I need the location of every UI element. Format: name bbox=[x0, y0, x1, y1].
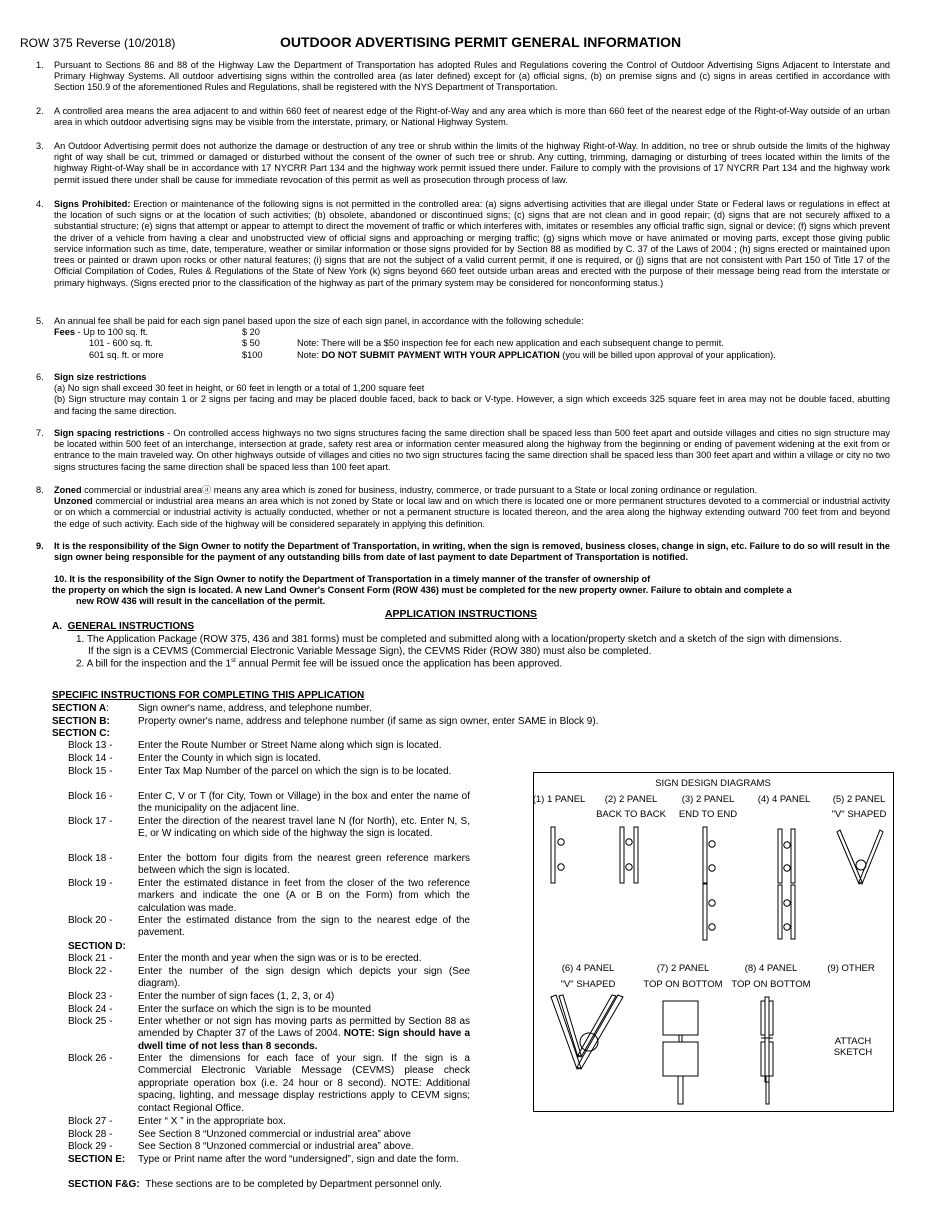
specific-instructions-title: SPECIFIC INSTRUCTIONS FOR COMPLETING THIS APPLICATION bbox=[52, 690, 365, 701]
attach-sketch-line2: SKETCH bbox=[833, 1047, 873, 1058]
block-text: Enter the estimated distance in feet from the closer of the two reference markers and indicate the one (A or B on the Form) from which the calculation was made. bbox=[138, 878, 470, 914]
block-label: Block 27 - bbox=[68, 1116, 113, 1127]
diagram-3-label: (3) 2 PANEL bbox=[681, 794, 735, 805]
block-text: Enter the number of the sign design which depicts your sign (See diagram). bbox=[138, 966, 470, 990]
application-instructions-title: APPLICATION INSTRUCTIONS bbox=[384, 608, 538, 620]
general-instruction-1: 1. The Application Package (ROW 375, 436 and 381 forms) must be completed and submitted along with a location/property sketch and a sketch of the sign with dimensions. If the sign is a CEVMS (Commercial Electronic Variable Message Sign), the CEVMS Rider (ROW 380) must also be completed. 2. A bill for the inspection and the 1st annual Permit fee will be issued once the application has been approved. bbox=[76, 634, 842, 670]
form-code: ROW 375 Reverse (10/2018) bbox=[20, 36, 176, 50]
block-text: Enter the Route Number or Street Name along which sign is located. bbox=[138, 740, 442, 751]
block-label: Block 17 - bbox=[68, 816, 113, 827]
fee-schedule: Fees - Up to 100 sq. ft. $ 20 101 - 600 sq. ft. $ 50 Note: There will be a $50 inspection fee for each new application and each subsequent change to permit. 601 sq. ft. or more $100 Note: DO NOT SUBMIT PAYMENT WITH YOUR APPLICATION (you will be billed upon approval of your application). bbox=[54, 327, 776, 360]
block-row bbox=[68, 878, 470, 915]
block-label: Block 23 - bbox=[68, 991, 113, 1002]
diagram-6-sublabel: "V" SHAPED bbox=[560, 979, 616, 990]
block-row bbox=[68, 753, 470, 765]
block-note: NOTE: Sign should have a dwell time of not less than 8 seconds. bbox=[138, 1028, 470, 1052]
item-4: 4. Signs Prohibited: Erection or maintenance of the following signs is not permitted in the controlled area: (a) signs advertising activities that are illegal under State or Federal laws or regulations in effect at the location of such signs or at the location of such activities; (b) obsolete, abandoned or discontinued signs; (c) signs that are not clean and in good repair; (d) signs that are not securely affixed to a substantial structure; (e) signs that attempt or appear to attempt to direct the movement of traffic or which interferes with, imitates or resembles any official traffic sign, signal or device; (f) signs which prevent the driver of a vehicle from having a clear and unobstructed view of official signs and approaching or merging traffic; (g) signs which move or have animated or moving parts, except those giving public service information such as time, date, temperature, weather or similar information or those signs provided for by Section 88 as modified by C. 37 of the Laws of 2004 ; (h) signs erected or maintained upon trees or painted or drawn upon rocks or other natural features; (i) signs that are not the subject of a valid current permit, if one is required, or (j) signs that are not consistent with Part 150 of Title 17 of the Official Compilation of Codes, Rules & Regulations of the State of New York (k) signs beyond 660 feet outside urban areas and erected with the purpose of their message being read from the interstate or primary highways. (Signs erected prior to the classification of the highway as part of the primary system may be considered for nonconforming status.) bbox=[36, 199, 890, 288]
block-text: Enter “ X ” in the appropriate box. bbox=[138, 1116, 286, 1127]
page-title: OUTDOOR ADVERTISING PERMIT GENERAL INFORMATION bbox=[280, 34, 682, 50]
block-row bbox=[68, 791, 470, 816]
block-label: Block 16 - bbox=[68, 791, 113, 802]
block-row bbox=[68, 1053, 470, 1115]
item-1: 1. Pursuant to Sections 86 and 88 of the Highway Law the Department of Transportation has adopted Rules and Regulations covering the Control of Outdoor Advertising Signs Adjacent to Interstate and Primary Highway Systems. All outdoor advertising signs within the controlled area (as later defined) except for (a) official signs, (b) on premise signs and (c) signs in areas certified in accordance with Section 150.9 of the aforementioned Rules and Regulations, shall be registered with the NYS Department of Transportation. bbox=[36, 60, 890, 93]
item-2: 2. A controlled area means the area adjacent to and within 660 feet of nearest edge of the Right-of-Way and any area which is more than 660 feet of the nearest edge of the Right-of-Way outside of an urban area in which outdoor advertising signs may be visible from the interstate, primary, or National Highway System. bbox=[36, 106, 890, 128]
block-label: Block 22 - bbox=[68, 966, 113, 977]
block-label: Block 19 - bbox=[68, 878, 113, 889]
block-row bbox=[68, 1129, 470, 1141]
diagram-8-sublabel: TOP ON BOTTOM bbox=[731, 979, 811, 990]
block-row bbox=[68, 915, 470, 940]
item-7: 7. Sign spacing restrictions - On controlled access highways no two signs structures facing the same direction shall be spaced less than 500 feet apart and outside villages and cities no sign structure may be located within 500 feet of an interchange, intersection at grade, safety rest area or information center measured along the highway from the beginning or ending of pavement widening at the exit from or entrance to the main traveled way. On other highways outside of villages and cities no two sign structures facing the same direction shall be spaced less than 300 feet apart and within a village or city no two signs structures facing the same direction shall be spaced less than 100 feet apart. bbox=[36, 428, 890, 472]
item-9: 9. It is the responsibility of the Sign Owner to notify the Department of Transportation, in writing, when the sign is removed, business closes, change in sign, etc. Failure to do so will result in the sign owner being responsible for the payment of any outstanding bills from date of last payment to date Department of Transportation is notified. bbox=[36, 541, 890, 563]
block-row bbox=[68, 966, 470, 991]
block-row bbox=[68, 1016, 470, 1053]
diagram-7-label: (7) 2 PANEL bbox=[656, 963, 710, 974]
diagram-4-label: (4) 4 PANEL bbox=[757, 794, 811, 805]
attach-sketch-line1: ATTACH bbox=[834, 1036, 872, 1047]
block-label: Block 20 - bbox=[68, 915, 113, 926]
section-b: SECTION B: Property owner's name, address and telephone number (if same as sign owner, enter SAME in Block 9). bbox=[52, 716, 599, 727]
item-3: 3. An Outdoor Advertising permit does not authorize the damage or destruction of any tree or shrub within the limits of the highway Right-of-Way. In addition, no tree or shrub outside the limits of the highway right of way shall be cut, trimmed or damaged or disturbed without the consent of the owner of such tree or shrub. Any cutting, trimming, damaging or disturbing of trees located within the limits of the highway Right-of-Way shall be in accordance with 17 NYCRR Part 134 and the highway work permit issued there under. Failure to comply with the provisions of 17 NYCRR Part 134 and the highway work permit issued there under shall be cause for immediate revocation of this permit as well as prosecution through process of law. bbox=[36, 141, 890, 185]
diagram-9-label: (9) OTHER bbox=[827, 963, 875, 974]
block-row bbox=[68, 816, 470, 841]
sign-design-diagrams bbox=[533, 772, 894, 1112]
section-a: SECTION A: Sign owner's name, address, and telephone number. bbox=[52, 703, 372, 714]
block-label: Block 14 - bbox=[68, 753, 113, 764]
block-row bbox=[68, 740, 470, 752]
block-row bbox=[68, 991, 470, 1003]
block-text: Enter whether or not sign has moving parts as permitted by Section 88 as amended by Chapter 37 of the Laws of 2004. NOTE: Sign should have a dwell time of not less than 8 seconds. bbox=[138, 1016, 470, 1052]
diagram-6-label: (6) 4 PANEL bbox=[561, 963, 615, 974]
block-text: Enter the direction of the nearest travel lane N (for North), etc. Enter N, S, E, or W indicating on which side of the highway the sign is located. bbox=[138, 816, 470, 840]
block-label: Block 13 - bbox=[68, 740, 113, 751]
item-8: 8. Zoned commercial or industrial areaⓐ means any area which is zoned for business, industry, commerce, or trade pursuant to a State or local zoning ordinance or regulation. Unzoned commercial or industrial area means an area which is not zoned by State or local law and on which there is located one or more permanent structures devoted to a commercial or industrial activity or on which a commercial or industrial activity is actually conducted, whether or not a permanent structure is located thereon, and the area along the highway extending outward 700 feet from and beyond the edge of such activity. Each side of the highway will be considered separately in applying this definition. bbox=[36, 485, 890, 529]
section-c: SECTION C: bbox=[52, 728, 110, 739]
block-label: Block 29 - bbox=[68, 1141, 113, 1152]
block-text: Enter the estimated distance from the sign to the nearest edge of the pavement. bbox=[138, 915, 470, 939]
item-5: 5. An annual fee shall be paid for each sign panel based upon the size of each sign panel, in accordance with the following schedule: Fees - Up to 100 sq. ft. $ 20 101 - 600 sq. ft. $ 50 Note: There will be a $50 inspection fee for each new application and each subsequent change to permit. 601 sq. ft. or more $100 Note: DO NOT SUBMIT PAYMENT WITH YOUR APPLICATION (you will be billed upon approval of your application). bbox=[36, 316, 776, 360]
block-text: See Section 8 “Unzoned commercial or industrial area” above bbox=[138, 1129, 411, 1140]
block-text: Enter the bottom four digits from the nearest green reference markers between which the sign is located. bbox=[138, 853, 470, 877]
block-label: Block 21 - bbox=[68, 953, 113, 964]
block-text: Enter Tax Map Number of the parcel on which the sign is to be located. bbox=[138, 766, 452, 777]
diagram-5-label: (5) 2 PANEL bbox=[832, 794, 886, 805]
diagram-1-label: (1) 1 PANEL bbox=[533, 794, 586, 805]
diagram-3-sublabel: END TO END bbox=[678, 809, 738, 820]
block-text: Enter C, V or T (for City, Town or Village) in the box and enter the name of the municipality on the adjacent line. bbox=[138, 791, 470, 815]
block-text: Enter the number of sign faces (1, 2, 3, or 4) bbox=[138, 991, 335, 1002]
block-label: Block 28 - bbox=[68, 1129, 113, 1140]
block-row bbox=[68, 1141, 470, 1153]
block-label: Block 18 - bbox=[68, 853, 113, 864]
section-e: SECTION E: Type or Print name after the word “undersigned”, sign and date the form. bbox=[68, 1154, 459, 1165]
diagram-8-label: (8) 4 PANEL bbox=[744, 963, 798, 974]
block-row bbox=[68, 853, 470, 878]
block-text: Enter the surface on which the sign is to be mounted bbox=[138, 1004, 371, 1015]
block-label: Block 26 - bbox=[68, 1053, 113, 1064]
section-fg: SECTION F&G: These sections are to be completed by Department personnel only. bbox=[68, 1179, 442, 1190]
block-label: Block 24 - bbox=[68, 1004, 113, 1015]
diagram-7-sublabel: TOP ON BOTTOM bbox=[643, 979, 723, 990]
diagram-2-label: (2) 2 PANEL bbox=[604, 794, 658, 805]
block-label: Block 15 - bbox=[68, 766, 113, 777]
block-label: Block 25 - bbox=[68, 1016, 113, 1027]
block-row bbox=[68, 1004, 470, 1016]
block-text: Enter the month and year when the sign was or is to be erected. bbox=[138, 953, 422, 964]
block-text: Enter the County in which sign is located. bbox=[138, 753, 321, 764]
general-instructions-heading: A. GENERAL INSTRUCTIONS bbox=[52, 621, 195, 632]
block-row bbox=[68, 953, 470, 965]
section-d: SECTION D: bbox=[68, 941, 126, 952]
diagram-5-sublabel: "V" SHAPED bbox=[831, 809, 887, 820]
block-text: See Section 8 “Unzoned commercial or industrial area” above. bbox=[138, 1141, 414, 1152]
block-row bbox=[68, 1116, 470, 1128]
block-text: Enter the dimensions for each face of your sign. If the sign is a Commercial Electronic Variable Message (CEVMS) please check appropriate operation box (i.e. 24 hour or 8 second). NOTE: Additional spacing, lighting, and message display restrictions apply to CEVM signs; contact Regional Office. bbox=[138, 1053, 470, 1114]
diagram-2-sublabel: BACK TO BACK bbox=[596, 809, 666, 820]
item-6: 6. Sign size restrictions (a) No sign shall exceed 30 feet in height, or 60 feet in length or a total of 1,200 square feet (b) Sign structure may contain 1 or 2 signs per facing and may be placed double faced, back to back or V-type. However, a sign which exceeds 325 square feet in area may not be double faced, abutting and facing the same direction. bbox=[36, 372, 890, 416]
diagrams-title: SIGN DESIGN DIAGRAMS bbox=[655, 778, 771, 789]
item-10: 10. It is the responsibility of the Sign Owner to notify the Department of Transportation in a timely manner of the transfer of ownership of the property on which the sign is located. A new Land Owner's Consent Form (ROW 436) must be completed for the new property owner. Failure to obtain and complete a new ROW 436 will result in the cancellation of the permit. bbox=[52, 574, 792, 607]
block-row bbox=[68, 766, 470, 778]
